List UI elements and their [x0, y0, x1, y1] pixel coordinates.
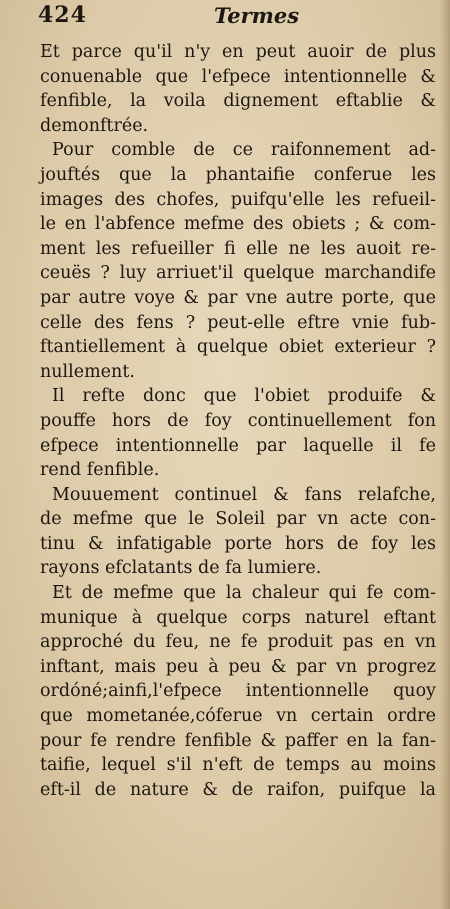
- body-text: [40, 40, 436, 802]
- text-line: que mometanée,cóferue vn certain ordre: [40, 706, 436, 727]
- text-line: nullement.: [40, 361, 135, 382]
- text-line: Mouuement continuel & fans relafche,: [52, 484, 436, 505]
- text-line: taifie, lequel s'il n'eft de temps au moins: [40, 755, 436, 776]
- text-line: conuenable que l'efpece intentionnelle &: [40, 66, 436, 87]
- text-line: Il refte donc que l'obiet produife &: [52, 386, 436, 407]
- text-line: rend fenfible.: [40, 460, 160, 481]
- text-line: rayons efclatants de fa lumiere.: [40, 558, 322, 579]
- text-line: efpece intentionnelle par laquelle il fe: [40, 435, 436, 456]
- text-line: Pour comble de ce raifonnement ad-: [52, 140, 436, 161]
- text-line: tinu & infatigable porte hors de foy les: [40, 533, 436, 554]
- text-line: demonftrée.: [40, 115, 149, 136]
- text-line: le en l'abfence mefme des obiets ; & com-: [40, 214, 436, 235]
- text-line: pour fe rendre fenfible & paffer en la fan-: [40, 730, 436, 751]
- text-line: celle des fens ? peut-elle eftre vnie fub-: [40, 312, 436, 333]
- text-line: ftantiellement à quelque obiet exterieur ?: [40, 337, 436, 358]
- text-line: eft-il de nature & de raifon, puifque la: [40, 779, 436, 800]
- text-line: ment les refueiller fi elle ne les auoit re-: [40, 238, 436, 259]
- text-line: de mefme que le Soleil par vn acte con-: [40, 509, 436, 530]
- text-line: fenfible, la voila dignement eftablie &: [40, 91, 436, 112]
- text-line: munique à quelque corps naturel eftant: [40, 607, 436, 628]
- text-line: Et parce qu'il n'y en peut auoir de plus: [40, 42, 436, 62]
- text-line: ordóné;ainfi,l'efpece intentionnelle quoy: [40, 681, 436, 702]
- text-line: par autre voye & par vne autre porte, que: [40, 287, 436, 308]
- text-line: jouftés que la phantaifie conferue les: [40, 164, 436, 185]
- text-line: ceuës ? luy arriuet'il quelque marchandife: [40, 263, 436, 284]
- text-line: inftant, mais peu à peu & par vn progrez: [40, 656, 436, 677]
- text-line: images des chofes, puifqu'elle les refueil-: [40, 189, 436, 210]
- text-line: Et de mefme que la chaleur qui fe com-: [52, 583, 436, 604]
- page-number: 424: [38, 2, 87, 28]
- page-header: [0, 2, 450, 32]
- running-head: Termes: [214, 3, 300, 28]
- page-gutter-shadow: [440, 0, 450, 909]
- text-line: approché du feu, ne fe produit pas en vn: [40, 632, 436, 653]
- text-line: pouffe hors de foy continuellement fon: [40, 410, 436, 431]
